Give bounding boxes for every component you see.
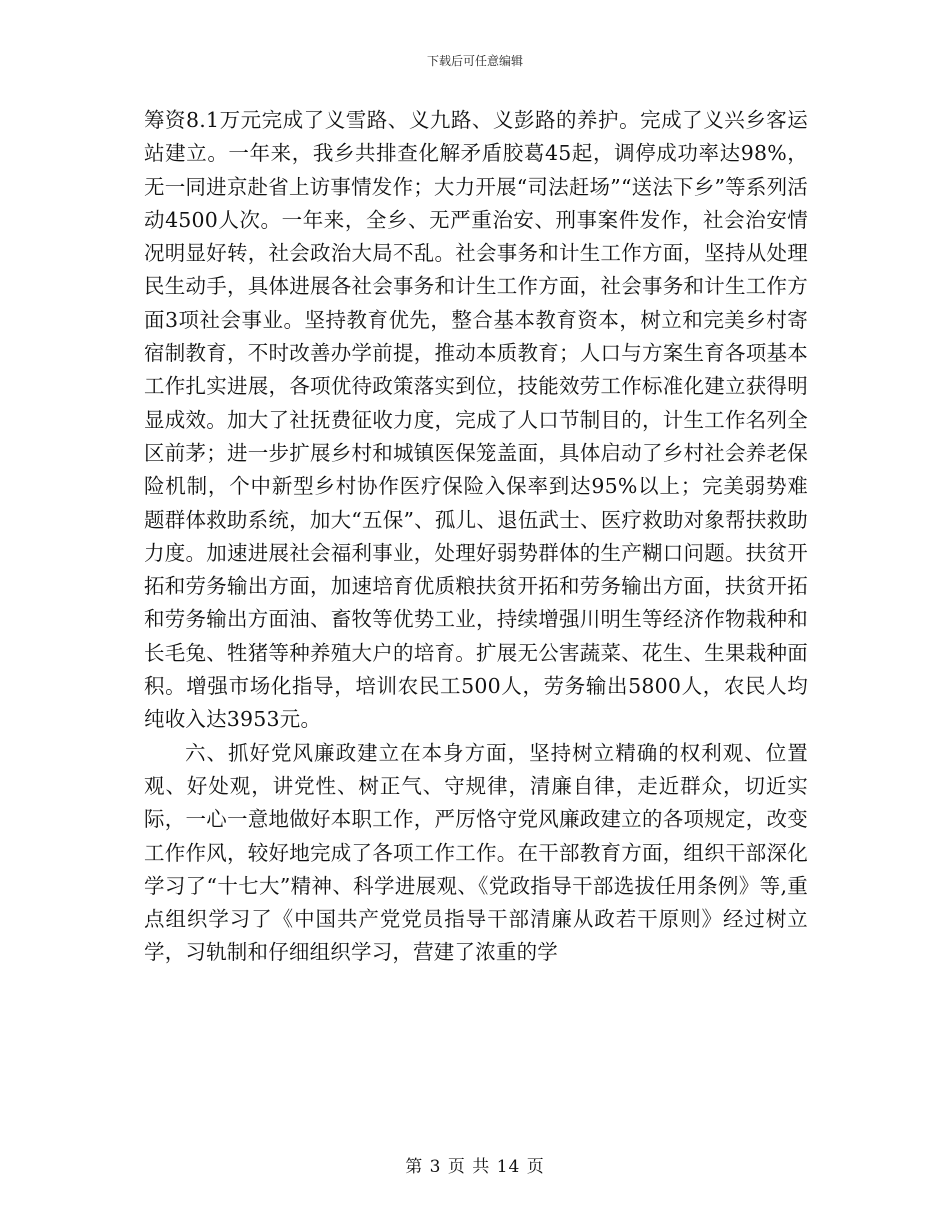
paragraph-section-six: 六、抓好党风廉政建立在本身方面，坚持树立精确的权利观、位置观、好处观，讲党性、树正气、守规律，清廉自律，走近群众，切近实际，一心一意地做好本职工作，严厉恪守党风廉政建立的各项规定，改变工作作风，较好地完成了各项工作工作。在干部教育方面，组织干部深化学习了“十七大”精神、科学进展观、《党政指导干部选拔任用条例》等,重点组织学习了《中国共产党党员指导干部清廉从政若干原则》经过树立学，习轨制和仔细组织学习，营建了浓重的学 [144, 740, 808, 965]
page-number-footer: 第 3 页 共 14 页 [405, 1157, 545, 1177]
document-body [144, 104, 808, 970]
page-header: 下载后可任意编辑 [426, 54, 523, 68]
paragraph-continued: 筹资8.1万元完成了义雪路、义九路、义彭路的养护。完成了义兴乡客运站建立。一年来，我乡共排查化解矛盾胶葛45起，调停成功率达98%，无一同进京赴省上访事情发作；大力开展“司法赶场”“送法下乡”等系列活动4500人次。一年来，全乡、无严重治安、刑事案件发作，社会治安情况明显好转，社会政治大局不乱。社会事务和计生工作方面，坚持从处理民生动手，具体进展各社会事务和计生工作方面，社会事务和计生工作方面3项社会事业。坚持教育优先，整合基本教育资本，树立和完美乡村寄宿制教育，不时改善办学前提，推动本质教育；人口与方案生育各项基本工作扎实进展，各项优待政策落实到位，技能效劳工作标准化建立获得明显成效。加大了社抚费征收力度，完成了人口节制目的，计生工作名列全区前茅；进一步扩展乡村和城镇医保笼盖面，具体启动了乡村社会养老保险机制，个中新型乡村协作医疗保险入保率到达95%以上；完美弱势难题群体救助系统，加大“五保”、孤儿、退伍武士、医疗救助对象帮扶救助力度。加速进展社会福利事业，处理好弱势群体的生产糊口问题。扶贫开拓和劳务输出方面，加速培育优质粮扶贫开拓和劳务输出方面，扶贫开拓和劳务输出方面油、畜牧等优势工业，持续增强川明生等经济作物栽种和长毛兔、牲猪等种养殖大户的培育。扩展无公害蔬菜、花生、生果栽种面积。增强市场化指导，培训农民工500人，劳务输出5800人，农民人均纯收入达3953元。 [144, 108, 808, 732]
